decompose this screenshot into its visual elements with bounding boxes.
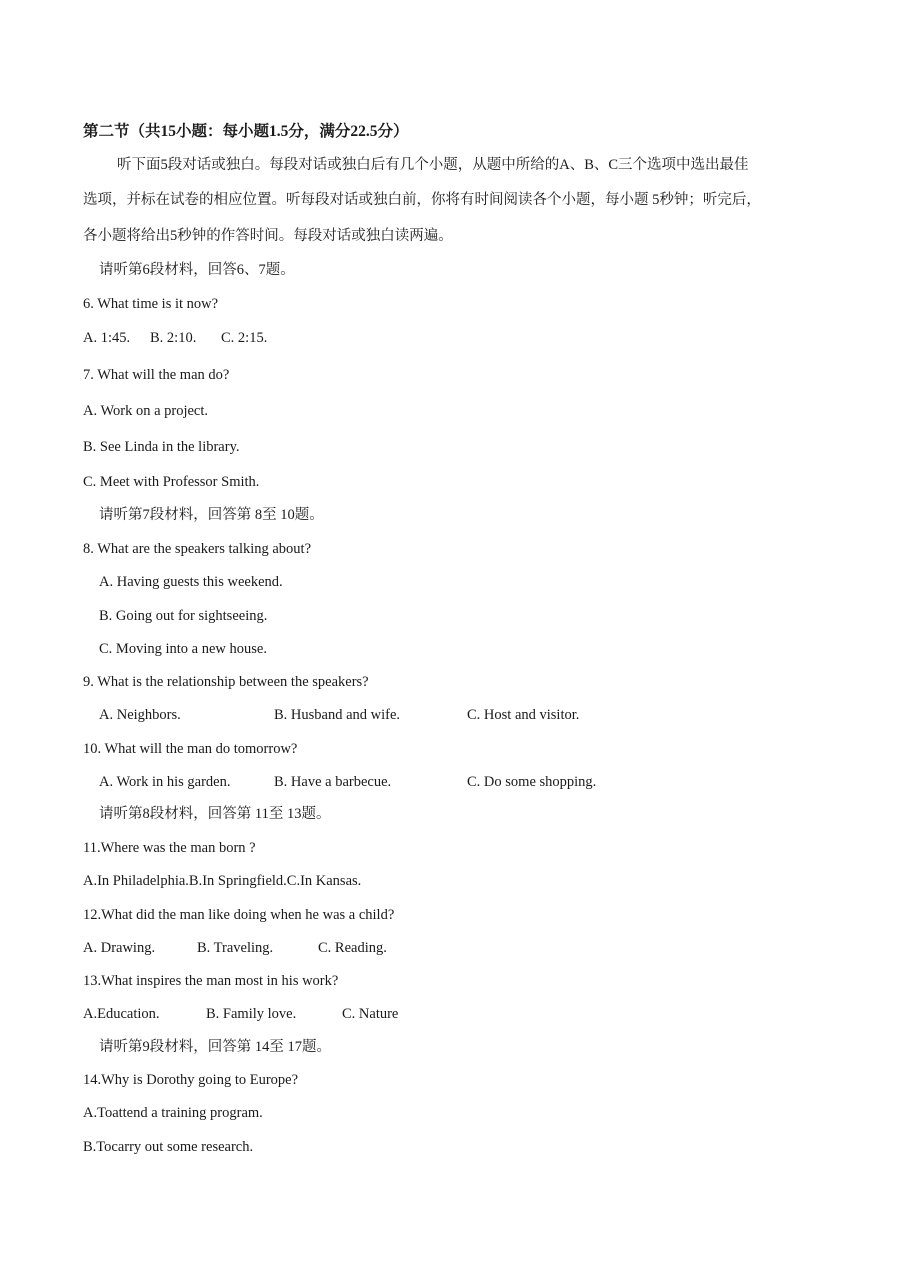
question-9-option-c: C. Host and visitor. xyxy=(467,707,580,723)
question-13-option-b: B. Family love. xyxy=(206,1006,297,1022)
question-8-stem: 8. What are the speakers talking about? xyxy=(83,541,312,557)
instruction-line-3: 各小题将给出5秒钟的作答时间。每段对话或独白读两遍。 xyxy=(83,228,453,244)
section-title: 第二节（共15小题：每小题1.5分，满分22.5分） xyxy=(83,123,409,140)
question-7-option-c: C. Meet with Professor Smith. xyxy=(83,474,260,490)
question-8-option-c: C. Moving into a new house. xyxy=(99,641,267,657)
question-7-option-a: A. Work on a project. xyxy=(83,403,209,419)
question-8-option-b: B. Going out for sightseeing. xyxy=(99,608,268,624)
question-9-option-b: B. Husband and wife. xyxy=(274,707,401,723)
question-9-stem: 9. What is the relationship between the speakers? xyxy=(83,674,369,690)
question-13-option-c: C. Nature xyxy=(342,1006,399,1022)
passage-heading-6: 请听第6段材料，回答6、7题。 xyxy=(99,262,295,278)
question-10-option-b: B. Have a barbecue. xyxy=(274,774,392,790)
question-8-option-a: A. Having guests this weekend. xyxy=(99,574,283,590)
question-6-stem: 6. What time is it now? xyxy=(83,296,219,312)
question-12-option-c: C. Reading. xyxy=(318,940,387,956)
question-10-option-c: C. Do some shopping. xyxy=(467,774,597,790)
question-14-option-a: A.Toattend a training program. xyxy=(83,1105,263,1121)
question-7-option-b: B. See Linda in the library. xyxy=(83,439,240,455)
question-6-option-c: C. 2:15. xyxy=(221,330,268,346)
question-10-stem: 10. What will the man do tomorrow? xyxy=(83,741,298,757)
question-13-option-a: A.Education. xyxy=(83,1006,160,1022)
question-9-option-a: A. Neighbors. xyxy=(99,707,181,723)
passage-heading-9: 请听第9段材料，回答第 14至 17题。 xyxy=(99,1039,331,1055)
question-10-option-a: A. Work in his garden. xyxy=(99,774,231,790)
question-12-option-b: B. Traveling. xyxy=(197,940,274,956)
passage-heading-7: 请听第7段材料，回答第 8至 10题。 xyxy=(99,507,324,523)
question-11-options: A.In Philadelphia.B.In Springfield.C.In Kansas. xyxy=(83,873,362,889)
question-13-stem: 13.What inspires the man most in his work? xyxy=(83,973,339,989)
question-6-option-a: A. 1:45. xyxy=(83,330,131,346)
question-7-stem: 7. What will the man do? xyxy=(83,367,230,383)
instruction-line-2: 选项，并标在试卷的相应位置。听每段对话或独白前，你将有时间阅读各个小题，每小题 5秒钟；听完后， xyxy=(83,192,761,208)
question-14-option-b: B.Tocarry out some research. xyxy=(83,1139,254,1155)
question-11-stem: 11.Where was the man born ? xyxy=(83,840,256,856)
passage-heading-8: 请听第8段材料，回答第 11至 13题。 xyxy=(99,806,331,822)
question-12-stem: 12.What did the man like doing when he was a child? xyxy=(83,907,395,923)
question-12-option-a: A. Drawing. xyxy=(83,940,156,956)
instruction-line-1: 听下面5段对话或独白。每段对话或独白后有几个小题，从题中所给的A、B、C三个选项中选出最佳 xyxy=(117,157,749,173)
question-14-stem: 14.Why is Dorothy going to Europe? xyxy=(83,1072,299,1088)
question-6-option-b: B. 2:10. xyxy=(150,330,197,346)
